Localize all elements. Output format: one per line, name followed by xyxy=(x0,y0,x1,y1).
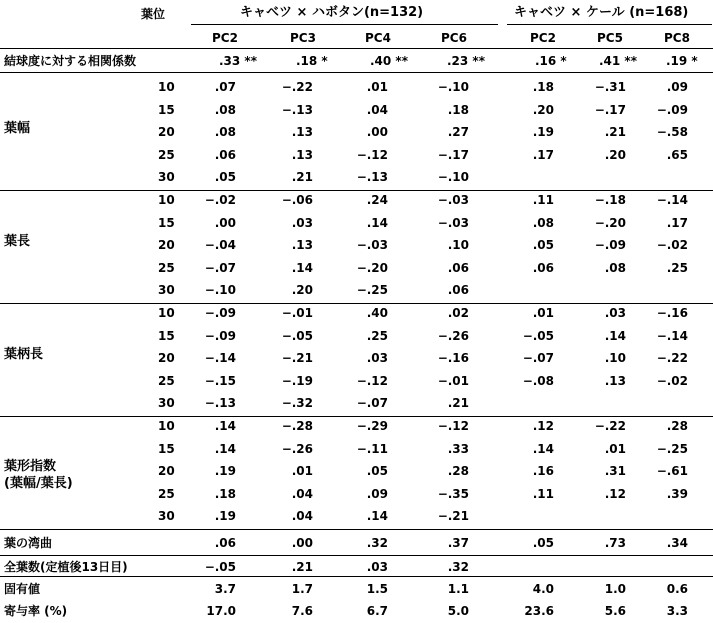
value-cell: .13 xyxy=(291,238,313,253)
value-cell: .00 xyxy=(366,125,388,140)
value-cell: −.14 xyxy=(656,328,688,343)
contribution-value: 23.6 xyxy=(524,604,554,618)
value-cell: .03 xyxy=(366,351,388,366)
leaf-position: 20 xyxy=(158,464,175,479)
leaf-position: 15 xyxy=(158,441,175,456)
value-cell: .39 xyxy=(666,486,688,501)
leaf-bend-value: .34 xyxy=(666,536,688,550)
correlation-value: .33 ** xyxy=(219,54,257,68)
contribution-value: 5.6 xyxy=(604,604,626,618)
value-cell: .05 xyxy=(532,238,554,253)
value-cell: .19 xyxy=(214,509,236,524)
value-cell: .12 xyxy=(532,419,554,433)
trait-label-line: 葉形指数 xyxy=(4,459,57,474)
value-cell: .10 xyxy=(447,238,469,253)
value-cell: .04 xyxy=(366,102,388,117)
eigenvalue-label: 固有値 xyxy=(4,582,41,596)
value-cell: −.20 xyxy=(594,215,626,230)
value-cell: .14 xyxy=(532,441,554,456)
value-cell: −.01 xyxy=(437,373,469,388)
value-cell: −.20 xyxy=(356,260,388,275)
value-cell: −.01 xyxy=(281,306,313,320)
value-cell: −.12 xyxy=(437,419,469,433)
contribution-value: 5.0 xyxy=(447,604,469,618)
value-cell: −.26 xyxy=(437,328,469,343)
value-cell: .06 xyxy=(214,147,236,162)
value-cell: .14 xyxy=(214,419,236,433)
value-cell: −.02 xyxy=(204,193,236,207)
value-cell: −.26 xyxy=(281,441,313,456)
leaf-position: 10 xyxy=(158,80,175,94)
group-separator xyxy=(0,303,713,304)
total-leaves-value: .32 xyxy=(447,560,469,574)
value-cell: −.21 xyxy=(437,509,469,524)
value-cell: .18 xyxy=(447,102,469,117)
group-separator xyxy=(0,529,713,530)
value-cell: .03 xyxy=(604,306,626,320)
value-cell: .11 xyxy=(532,193,554,207)
value-cell: .27 xyxy=(447,125,469,140)
value-cell: −.12 xyxy=(356,147,388,162)
value-cell: .21 xyxy=(447,396,469,411)
value-cell: −.04 xyxy=(204,238,236,253)
value-cell: .02 xyxy=(447,306,469,320)
value-cell: .19 xyxy=(532,125,554,140)
leaf-position-header: 葉位 xyxy=(141,7,166,21)
value-cell: .01 xyxy=(366,80,388,94)
value-cell: −.15 xyxy=(204,373,236,388)
correlation-row-label: 結球度に対する相関係数 xyxy=(4,54,137,68)
value-cell: .06 xyxy=(447,283,469,298)
leaf-position: 20 xyxy=(158,238,175,253)
value-cell: −.12 xyxy=(356,373,388,388)
value-cell: −.14 xyxy=(656,193,688,207)
value-cell: −.03 xyxy=(437,193,469,207)
value-cell: .13 xyxy=(291,125,313,140)
value-cell: .09 xyxy=(666,80,688,94)
value-cell: .01 xyxy=(532,306,554,320)
value-cell: −.13 xyxy=(356,170,388,185)
contribution-value: 3.3 xyxy=(666,604,688,618)
value-cell: .06 xyxy=(447,260,469,275)
value-cell: −.22 xyxy=(281,80,313,94)
value-cell: .13 xyxy=(604,373,626,388)
total-leaves-label: 全葉数(定植後13日目) xyxy=(4,560,128,574)
value-cell: .20 xyxy=(291,283,313,298)
correlation-value: .16 * xyxy=(535,54,567,68)
eigenvalue-value: 1.1 xyxy=(447,582,469,596)
leaf-bend-rule xyxy=(0,555,713,556)
value-cell: −.18 xyxy=(594,193,626,207)
trait-label-line: 葉長 xyxy=(4,234,31,249)
value-cell: .18 xyxy=(214,486,236,501)
leaf-position: 30 xyxy=(158,396,175,411)
leaf-bend-value: .73 xyxy=(604,536,626,550)
value-cell: −.06 xyxy=(281,193,313,207)
contribution-value: 6.7 xyxy=(366,604,388,618)
leaf-position: 25 xyxy=(158,486,175,501)
value-cell: .12 xyxy=(604,486,626,501)
value-cell: −.02 xyxy=(656,238,688,253)
trait-label-line: 葉幅 xyxy=(4,121,31,136)
leaf-position: 30 xyxy=(158,283,175,298)
col-header-pc5-b: PC5 xyxy=(597,31,623,45)
correlation-value: .41 ** xyxy=(599,54,637,68)
value-cell: −.02 xyxy=(656,373,688,388)
value-cell: −.16 xyxy=(437,351,469,366)
value-cell: −.10 xyxy=(437,80,469,94)
value-cell: .10 xyxy=(604,351,626,366)
value-cell: .08 xyxy=(604,260,626,275)
value-cell: −.10 xyxy=(204,283,236,298)
value-cell: .14 xyxy=(604,328,626,343)
value-cell: −.22 xyxy=(594,419,626,433)
leaf-position: 15 xyxy=(158,102,175,117)
value-cell: .18 xyxy=(532,80,554,94)
value-cell: −.14 xyxy=(204,351,236,366)
col-header-pc8-b: PC8 xyxy=(664,31,690,45)
col-header-pc2-b: PC2 xyxy=(530,31,556,45)
value-cell: .21 xyxy=(604,125,626,140)
value-cell: −.16 xyxy=(656,306,688,320)
value-cell: −.58 xyxy=(656,125,688,140)
eigenvalue-value: 1.7 xyxy=(291,582,313,596)
value-cell: .00 xyxy=(214,215,236,230)
value-cell: −.25 xyxy=(656,441,688,456)
value-cell: .25 xyxy=(366,328,388,343)
group1-underline xyxy=(191,24,498,25)
group1-title: キャベツ × ハボタン(n=132) xyxy=(240,5,424,20)
correlation-value: .23 ** xyxy=(447,54,485,68)
value-cell: −.29 xyxy=(356,419,388,433)
value-cell: .33 xyxy=(447,441,469,456)
value-cell: .01 xyxy=(604,441,626,456)
value-cell: .65 xyxy=(666,147,688,162)
leaf-position: 20 xyxy=(158,125,175,140)
eigenvalue-value: 1.5 xyxy=(366,582,388,596)
value-cell: .11 xyxy=(532,486,554,501)
value-cell: −.19 xyxy=(281,373,313,388)
leaf-position: 10 xyxy=(158,419,175,433)
value-cell: −.09 xyxy=(204,306,236,320)
value-cell: −.28 xyxy=(281,419,313,433)
header-bottom-rule xyxy=(0,48,713,49)
value-cell: −.05 xyxy=(522,328,554,343)
group-separator xyxy=(0,190,713,191)
value-cell: .09 xyxy=(366,486,388,501)
value-cell: −.11 xyxy=(356,441,388,456)
value-cell: −.09 xyxy=(204,328,236,343)
value-cell: −.17 xyxy=(437,147,469,162)
value-cell: .31 xyxy=(604,464,626,479)
value-cell: −.35 xyxy=(437,486,469,501)
value-cell: .21 xyxy=(291,170,313,185)
leaf-position: 15 xyxy=(158,328,175,343)
value-cell: −.07 xyxy=(356,396,388,411)
value-cell: −.13 xyxy=(204,396,236,411)
leaf-bend-value: .00 xyxy=(291,536,313,550)
eigenvalue-value: 0.6 xyxy=(666,582,688,596)
value-cell: −.09 xyxy=(594,238,626,253)
value-cell: .08 xyxy=(532,215,554,230)
leaf-bend-value: .37 xyxy=(447,536,469,550)
value-cell: .14 xyxy=(214,441,236,456)
leaf-bend-label: 葉の湾曲 xyxy=(4,536,53,550)
trait-label-line: (葉幅/葉長) xyxy=(4,476,73,491)
leaf-position: 10 xyxy=(158,306,175,320)
total-leaves-value: .03 xyxy=(366,560,388,574)
correlation-value: .19 * xyxy=(666,54,698,68)
leaf-position: 25 xyxy=(158,260,175,275)
value-cell: .24 xyxy=(366,193,388,207)
col-header-pc4-a: PC4 xyxy=(365,31,391,45)
value-cell: −.31 xyxy=(594,80,626,94)
value-cell: .08 xyxy=(214,125,236,140)
value-cell: .14 xyxy=(366,509,388,524)
col-header-pc2-a: PC2 xyxy=(212,31,238,45)
col-header-pc6-a: PC6 xyxy=(441,31,467,45)
group-separator xyxy=(0,416,713,417)
value-cell: −.17 xyxy=(594,102,626,117)
value-cell: .16 xyxy=(532,464,554,479)
col-header-pc3-a: PC3 xyxy=(290,31,316,45)
value-cell: −.05 xyxy=(281,328,313,343)
group2-underline xyxy=(507,24,712,25)
trait-label xyxy=(4,233,30,250)
value-cell: .19 xyxy=(214,464,236,479)
value-cell: .17 xyxy=(666,215,688,230)
eigenvalue-value: 4.0 xyxy=(532,582,554,596)
correlation-value: .40 ** xyxy=(370,54,408,68)
leaf-position: 25 xyxy=(158,147,175,162)
value-cell: .04 xyxy=(291,509,313,524)
correlation-bottom-rule xyxy=(0,72,713,73)
trait-label xyxy=(4,346,43,363)
leaf-position: 20 xyxy=(158,351,175,366)
value-cell: .17 xyxy=(532,147,554,162)
contribution-value: 17.0 xyxy=(206,604,236,618)
value-cell: .08 xyxy=(214,102,236,117)
group2-title: キャベツ × ケール (n=168) xyxy=(514,5,689,20)
contribution-value: 7.6 xyxy=(291,604,313,618)
value-cell: .28 xyxy=(447,464,469,479)
value-cell: .01 xyxy=(291,464,313,479)
leaf-bend-value: .06 xyxy=(214,536,236,550)
contribution-label: 寄与率 (%) xyxy=(4,604,68,618)
trait-label xyxy=(4,458,73,492)
value-cell: .13 xyxy=(291,147,313,162)
value-cell: −.25 xyxy=(356,283,388,298)
value-cell: .28 xyxy=(666,419,688,433)
value-cell: −.10 xyxy=(437,170,469,185)
value-cell: −.32 xyxy=(281,396,313,411)
value-cell: −.03 xyxy=(437,215,469,230)
total-leaves-rule xyxy=(0,576,713,577)
trait-label-line: 葉柄長 xyxy=(4,347,44,362)
value-cell: .07 xyxy=(214,80,236,94)
value-cell: .06 xyxy=(532,260,554,275)
value-cell: .25 xyxy=(666,260,688,275)
value-cell: .03 xyxy=(291,215,313,230)
value-cell: .04 xyxy=(291,486,313,501)
value-cell: −.03 xyxy=(356,238,388,253)
value-cell: .40 xyxy=(366,306,388,320)
value-cell: .20 xyxy=(604,147,626,162)
value-cell: −.08 xyxy=(522,373,554,388)
leaf-bend-value: .32 xyxy=(366,536,388,550)
correlation-value: .18 * xyxy=(296,54,328,68)
eigenvalue-value: 1.0 xyxy=(604,582,626,596)
value-cell: −.61 xyxy=(656,464,688,479)
leaf-position: 15 xyxy=(158,215,175,230)
value-cell: .20 xyxy=(532,102,554,117)
trait-label xyxy=(4,120,30,137)
value-cell: −.09 xyxy=(656,102,688,117)
value-cell: .05 xyxy=(366,464,388,479)
leaf-position: 30 xyxy=(158,170,175,185)
value-cell: −.07 xyxy=(204,260,236,275)
eigenvalue-value: 3.7 xyxy=(214,582,236,596)
leaf-position: 25 xyxy=(158,373,175,388)
total-leaves-value: −.05 xyxy=(204,560,236,574)
total-leaves-value: .21 xyxy=(291,560,313,574)
leaf-position: 10 xyxy=(158,193,175,207)
value-cell: −.22 xyxy=(656,351,688,366)
value-cell: .14 xyxy=(366,215,388,230)
value-cell: .05 xyxy=(214,170,236,185)
leaf-position: 30 xyxy=(158,509,175,524)
value-cell: .14 xyxy=(291,260,313,275)
value-cell: −.21 xyxy=(281,351,313,366)
value-cell: −.13 xyxy=(281,102,313,117)
value-cell: −.07 xyxy=(522,351,554,366)
leaf-bend-value: .05 xyxy=(532,536,554,550)
